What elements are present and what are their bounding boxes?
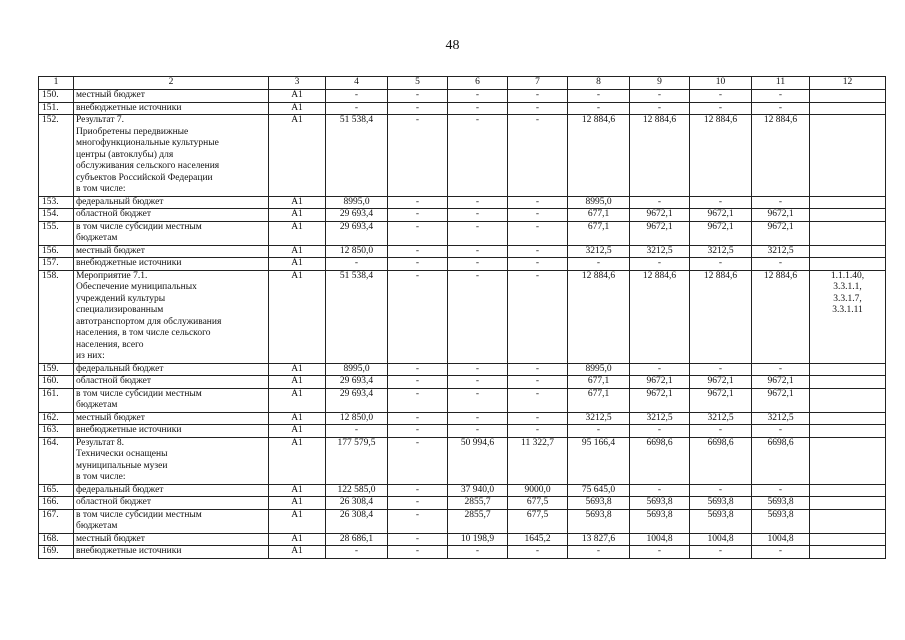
row-number: 158. [39,270,74,363]
table-row [39,209,886,222]
value-cell: 12 884,6 [752,115,810,197]
budget-table [38,76,886,559]
value-cell: 75 645,0 [568,484,630,497]
row-number: 150. [39,90,74,103]
row-code: А1 [269,363,326,376]
row-code: А1 [269,221,326,245]
reference-cell [810,388,886,412]
value-cell: - [690,425,752,438]
value-cell: 2855,7 [448,497,508,510]
value-cell: 26 308,4 [326,497,388,510]
value-cell: - [508,115,568,197]
table-row [39,90,886,103]
value-cell: - [388,221,448,245]
value-cell: - [568,258,630,271]
value-cell: 9672,1 [752,376,810,389]
value-cell: - [690,258,752,271]
value-cell: - [388,102,448,115]
row-name: внебюджетные источники [74,102,269,115]
table-row [39,221,886,245]
value-cell: 12 884,6 [568,270,630,363]
value-cell: 5693,8 [630,509,690,533]
row-name: внебюджетные источники [74,258,269,271]
table-row [39,270,886,363]
column-header: 10 [690,77,752,90]
row-name: Результат 8. Технически оснащены муниципальные музеи в том числе: [74,437,269,484]
value-cell: 5693,8 [752,509,810,533]
row-number: 151. [39,102,74,115]
value-cell: - [508,412,568,425]
value-cell: 3212,5 [690,245,752,258]
table-row [39,258,886,271]
value-cell: 8995,0 [568,196,630,209]
value-cell: 9672,1 [690,209,752,222]
value-cell: - [568,425,630,438]
value-cell: 12 884,6 [630,115,690,197]
value-cell: 1004,8 [690,533,752,546]
value-cell: - [752,363,810,376]
value-cell: - [326,546,388,559]
reference-cell [810,209,886,222]
value-cell: 5693,8 [630,497,690,510]
column-header: 8 [568,77,630,90]
row-name: областной бюджет [74,376,269,389]
value-cell: 5693,8 [568,497,630,510]
value-cell: - [508,209,568,222]
table-row [39,425,886,438]
value-cell: 3212,5 [568,412,630,425]
value-cell: 9672,1 [630,221,690,245]
value-cell: 3212,5 [690,412,752,425]
value-cell: 9672,1 [630,388,690,412]
column-header: 9 [630,77,690,90]
row-number: 167. [39,509,74,533]
column-header: 1 [39,77,74,90]
row-code: А1 [269,437,326,484]
value-cell: - [508,258,568,271]
value-cell: 9000,0 [508,484,568,497]
value-cell: - [326,90,388,103]
row-number: 164. [39,437,74,484]
reference-cell [810,533,886,546]
row-number: 162. [39,412,74,425]
value-cell: - [388,209,448,222]
value-cell: - [388,363,448,376]
row-code: А1 [269,196,326,209]
reference-cell [810,437,886,484]
table-row [39,388,886,412]
value-cell: 6698,6 [752,437,810,484]
value-cell: - [448,209,508,222]
value-cell: - [752,258,810,271]
value-cell: 9672,1 [690,388,752,412]
value-cell: 12 884,6 [568,115,630,197]
value-cell: - [448,363,508,376]
value-cell: - [508,546,568,559]
value-cell: - [388,115,448,197]
row-code: А1 [269,270,326,363]
value-cell: 3212,5 [568,245,630,258]
value-cell: 11 322,7 [508,437,568,484]
value-cell: 12 884,6 [690,115,752,197]
value-cell: 26 308,4 [326,509,388,533]
value-cell: - [690,546,752,559]
row-number: 155. [39,221,74,245]
value-cell: 12 850,0 [326,245,388,258]
column-header: 3 [269,77,326,90]
value-cell: 12 850,0 [326,412,388,425]
value-cell: - [630,484,690,497]
value-cell: - [448,245,508,258]
value-cell: 122 585,0 [326,484,388,497]
value-cell: - [388,509,448,533]
reference-cell [810,376,886,389]
reference-cell [810,102,886,115]
value-cell: 9672,1 [752,209,810,222]
row-number: 159. [39,363,74,376]
value-cell: - [568,90,630,103]
value-cell: - [448,90,508,103]
row-number: 153. [39,196,74,209]
table-row [39,497,886,510]
value-cell: - [690,102,752,115]
value-cell: - [752,102,810,115]
value-cell: - [388,425,448,438]
value-cell: - [448,258,508,271]
value-cell: 5693,8 [690,509,752,533]
value-cell: - [326,425,388,438]
reference-cell [810,546,886,559]
row-number: 163. [39,425,74,438]
value-cell: 9672,1 [690,376,752,389]
column-header: 4 [326,77,388,90]
value-cell: 9672,1 [690,221,752,245]
value-cell: - [508,196,568,209]
value-cell: 3212,5 [630,412,690,425]
value-cell: - [388,90,448,103]
row-number: 161. [39,388,74,412]
value-cell: 1004,8 [630,533,690,546]
value-cell: - [690,196,752,209]
value-cell: - [448,270,508,363]
value-cell: 9672,1 [752,388,810,412]
value-cell: 29 693,4 [326,376,388,389]
row-name: в том числе субсидии местным бюджетам [74,509,269,533]
value-cell: - [752,484,810,497]
value-cell: 9672,1 [630,376,690,389]
column-header: 7 [508,77,568,90]
table-row [39,546,886,559]
row-code: А1 [269,484,326,497]
value-cell: 6698,6 [630,437,690,484]
row-code: А1 [269,533,326,546]
value-cell: - [508,245,568,258]
row-name: местный бюджет [74,533,269,546]
reference-cell [810,509,886,533]
value-cell: - [388,388,448,412]
value-cell: 177 579,5 [326,437,388,484]
value-cell: 3212,5 [752,412,810,425]
reference-cell [810,484,886,497]
value-cell: - [630,102,690,115]
row-code: А1 [269,258,326,271]
value-cell: 8995,0 [326,363,388,376]
value-cell: - [448,412,508,425]
header-row [39,77,886,90]
reference-cell: 1.1.1.40, 3.3.1.1, 3.3.1.7, 3.3.1.11 [810,270,886,363]
row-name: федеральный бюджет [74,196,269,209]
reference-cell [810,497,886,510]
value-cell: 677,1 [568,376,630,389]
table-row [39,533,886,546]
value-cell: - [388,258,448,271]
value-cell: - [388,497,448,510]
value-cell: 12 884,6 [752,270,810,363]
value-cell: - [508,221,568,245]
row-name: местный бюджет [74,90,269,103]
table-row [39,245,886,258]
value-cell: - [448,196,508,209]
row-number: 157. [39,258,74,271]
value-cell: - [448,376,508,389]
row-number: 154. [39,209,74,222]
value-cell: 12 884,6 [630,270,690,363]
row-name: федеральный бюджет [74,363,269,376]
reference-cell [810,258,886,271]
value-cell: - [508,376,568,389]
value-cell: - [752,90,810,103]
row-name: областной бюджет [74,497,269,510]
value-cell: 29 693,4 [326,221,388,245]
page-number: 48 [445,38,460,53]
value-cell: 8995,0 [568,363,630,376]
row-code: А1 [269,497,326,510]
value-cell: - [388,376,448,389]
value-cell: - [752,196,810,209]
column-header: 5 [388,77,448,90]
reference-cell [810,245,886,258]
value-cell: 677,5 [508,497,568,510]
value-cell: 29 693,4 [326,209,388,222]
value-cell: 13 827,6 [568,533,630,546]
value-cell: 1645,2 [508,533,568,546]
value-cell: - [568,546,630,559]
table-row [39,437,886,484]
reference-cell [810,221,886,245]
value-cell: 29 693,4 [326,388,388,412]
value-cell: 677,1 [568,221,630,245]
row-code: А1 [269,115,326,197]
reference-cell [810,412,886,425]
value-cell: 37 940,0 [448,484,508,497]
value-cell: - [388,437,448,484]
row-number: 166. [39,497,74,510]
value-cell: - [752,546,810,559]
value-cell: 10 198,9 [448,533,508,546]
row-code: А1 [269,425,326,438]
value-cell: - [508,425,568,438]
table-row [39,376,886,389]
value-cell: - [508,363,568,376]
row-code: А1 [269,509,326,533]
row-code: А1 [269,102,326,115]
value-cell: 50 994,6 [448,437,508,484]
row-name: местный бюджет [74,412,269,425]
row-name: Мероприятие 7.1. Обеспечение муниципальных учреждений культуры специализированным автотранспортом для обслуживания населения, в том числе сельского населения, всего из них: [74,270,269,363]
row-name: внебюджетные источники [74,546,269,559]
value-cell: - [388,245,448,258]
value-cell: 3212,5 [630,245,690,258]
value-cell: - [388,196,448,209]
row-number: 168. [39,533,74,546]
value-cell: - [388,484,448,497]
reference-cell [810,90,886,103]
row-name: внебюджетные источники [74,425,269,438]
value-cell: 677,1 [568,209,630,222]
column-header: 6 [448,77,508,90]
value-cell: 51 538,4 [326,270,388,363]
row-number: 156. [39,245,74,258]
value-cell: 12 884,6 [690,270,752,363]
row-number: 165. [39,484,74,497]
row-name: в том числе субсидии местным бюджетам [74,221,269,245]
row-number: 152. [39,115,74,197]
value-cell: - [508,388,568,412]
value-cell: 677,1 [568,388,630,412]
value-cell: - [630,425,690,438]
value-cell: 5693,8 [752,497,810,510]
row-code: А1 [269,388,326,412]
value-cell: 5693,8 [690,497,752,510]
value-cell: - [752,425,810,438]
column-header: 2 [74,77,269,90]
table-row [39,102,886,115]
reference-cell [810,425,886,438]
value-cell: 2855,7 [448,509,508,533]
value-cell: - [448,115,508,197]
reference-cell [810,196,886,209]
value-cell: - [508,270,568,363]
table-body [39,77,886,559]
table-row [39,196,886,209]
row-code: А1 [269,546,326,559]
value-cell: 9672,1 [630,209,690,222]
value-cell: 3212,5 [752,245,810,258]
row-code: А1 [269,376,326,389]
row-name: Результат 7. Приобретены передвижные многофункциональные культурные центры (автоклубы) для обслуживания сельского населения субъектов Российской Федерации в том числе: [74,115,269,197]
value-cell: - [630,196,690,209]
value-cell: - [448,102,508,115]
value-cell: 5693,8 [568,509,630,533]
column-header: 11 [752,77,810,90]
value-cell: 677,5 [508,509,568,533]
value-cell: - [448,388,508,412]
value-cell: - [448,425,508,438]
value-cell: - [388,533,448,546]
column-header: 12 [810,77,886,90]
table-row [39,363,886,376]
value-cell: - [630,258,690,271]
row-number: 160. [39,376,74,389]
value-cell: 51 538,4 [326,115,388,197]
value-cell: - [630,90,690,103]
value-cell: - [448,546,508,559]
value-cell: 1004,8 [752,533,810,546]
row-code: А1 [269,245,326,258]
value-cell: 8995,0 [326,196,388,209]
value-cell: - [630,546,690,559]
value-cell: - [630,363,690,376]
row-name: местный бюджет [74,245,269,258]
table-row [39,412,886,425]
value-cell: 95 166,4 [568,437,630,484]
reference-cell [810,363,886,376]
value-cell: - [388,270,448,363]
reference-cell [810,115,886,197]
row-code: А1 [269,90,326,103]
row-name: в том числе субсидии местным бюджетам [74,388,269,412]
row-code: А1 [269,209,326,222]
value-cell: - [388,546,448,559]
table-row [39,115,886,197]
value-cell: - [690,363,752,376]
value-cell: - [568,102,630,115]
table-row [39,509,886,533]
table-row [39,484,886,497]
row-name: областной бюджет [74,209,269,222]
row-number: 169. [39,546,74,559]
value-cell: - [690,90,752,103]
value-cell: - [690,484,752,497]
value-cell: - [508,102,568,115]
row-name: федеральный бюджет [74,484,269,497]
row-code: А1 [269,412,326,425]
value-cell: - [388,412,448,425]
value-cell: - [326,102,388,115]
value-cell: - [508,90,568,103]
value-cell: - [326,258,388,271]
value-cell: 28 686,1 [326,533,388,546]
value-cell: 6698,6 [690,437,752,484]
value-cell: 9672,1 [752,221,810,245]
value-cell: - [448,221,508,245]
